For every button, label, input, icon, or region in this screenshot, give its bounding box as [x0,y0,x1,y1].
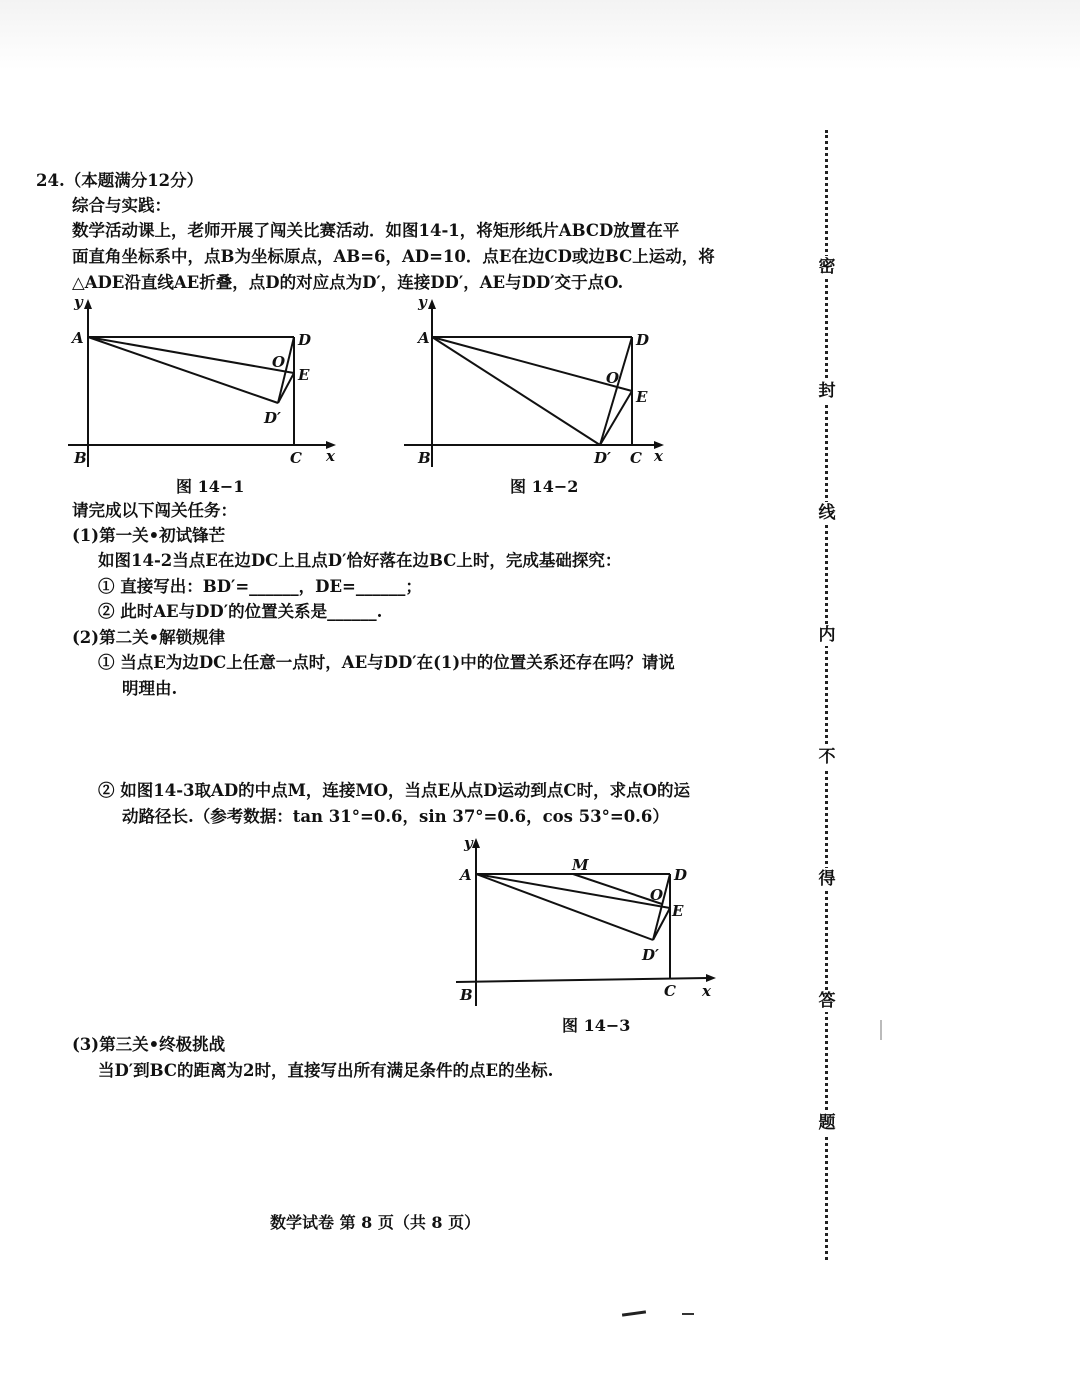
fig1-label-o: O [272,353,286,371]
figure-14-1 [60,295,350,470]
intro-line-1: 数学活动课上，老师开展了闯关比赛活动．如图14-1，将矩形纸片ABCD放置在平 [72,221,680,240]
scan-mark-2 [682,1313,694,1315]
part2-q2-line2: 动路径长.（参考数据：tan 31°=0.6，sin 37°=0.6，cos 53°=0.6） [122,807,669,826]
fig2-label-a: A [418,329,430,347]
fig2-label-d: D [636,331,650,349]
seal-char-8: 题 [816,1112,838,1134]
part1-title: (1)第一关•初试锋芒 [72,526,226,545]
fig1-label-b: B [74,449,87,467]
part3-desc: 当D′到BC的距离为2时，直接写出所有满足条件的点E的坐标. [98,1061,554,1080]
part2-q1-line2: 明理由. [122,679,178,698]
intro-line-3: △ADE沿直线AE折叠，点D的对应点为D′，连接DD′，AE与DD′交于点O. [72,273,624,292]
figure-14-2 [400,295,680,470]
part2-q2-line1: ② 如图14-3取AD的中点M，连接MO，当点E从点D运动到点C时，求点O的运 [98,781,690,800]
section-title: 综合与实践： [72,196,171,215]
fig3-label-o: O [650,886,664,904]
intro-line-2: 面直角坐标系中，点B为坐标原点，AB=6，AD=10．点E在边CD或边BC上运动，将 [72,247,715,266]
seal-dotted-line [825,130,828,1260]
figure-14-1-caption: 图 14−1 [176,477,245,496]
figure-14-3 [450,836,730,1011]
seal-char-5: 不 [816,746,838,768]
fig2-label-x: x [654,447,663,465]
fig3-label-a: A [460,866,472,884]
fig1-label-y: y [74,295,83,311]
fig1-label-e: E [298,366,310,384]
fig1-label-dprime: D′ [264,409,281,427]
seal-char-7: 答 [816,990,838,1012]
fig2-label-c: C [630,449,642,467]
fig3-label-y: y [464,836,473,852]
fig1-label-a: A [72,329,84,347]
fig3-label-x: x [702,982,711,1000]
fig3-label-m: M [572,856,589,874]
figure-14-2-caption: 图 14−2 [510,477,579,496]
seal-char-6: 得 [816,868,838,890]
fig3-label-e: E [672,902,684,920]
part1-desc: 如图14-2当点E在边DC上且点D′恰好落在边BC上时，完成基础探究： [98,551,622,570]
figure-14-3-caption: 图 14−3 [562,1016,631,1035]
fig2-label-e: E [636,388,648,406]
fig1-label-c: C [290,449,302,467]
scan-shadow [0,0,1080,70]
fig2-label-y: y [418,295,427,311]
scan-mark-3 [880,1020,882,1040]
fig1-label-x: x [326,447,335,465]
fig3-label-d: D [674,866,688,884]
part1-q1: ① 直接写出：BD′=______，DE=______； [98,577,422,596]
scan-mark-1 [622,1310,646,1316]
part3-title: (3)第三关•终极挑战 [72,1035,226,1054]
page-footer: 数学试卷 第 8 页（共 8 页） [270,1213,481,1232]
fig2-label-dprime: D′ [594,449,611,467]
seal-char-2: 封 [816,380,838,402]
part1-q2: ② 此时AE与DD′的位置关系是______. [98,602,383,621]
fig3-label-dprime: D′ [642,946,659,964]
part2-q1-line1: ① 当点E为边DC上任意一点时，AE与DD′在(1)中的位置关系还存在吗？请说 [98,653,675,672]
fig2-label-b: B [418,449,431,467]
problem-header: 24.（本题满分12分） [36,171,204,190]
fig1-label-d: D [298,331,312,349]
seal-char-3: 线 [816,502,838,524]
fig3-label-c: C [664,982,676,1000]
fig2-label-o: O [606,369,620,387]
tasks-intro: 请完成以下闯关任务： [72,501,237,520]
seal-char-1: 密 [816,256,838,278]
seal-char-4: 内 [816,624,838,646]
part2-title: (2)第二关•解锁规律 [72,628,226,647]
fig3-label-b: B [460,986,473,1004]
